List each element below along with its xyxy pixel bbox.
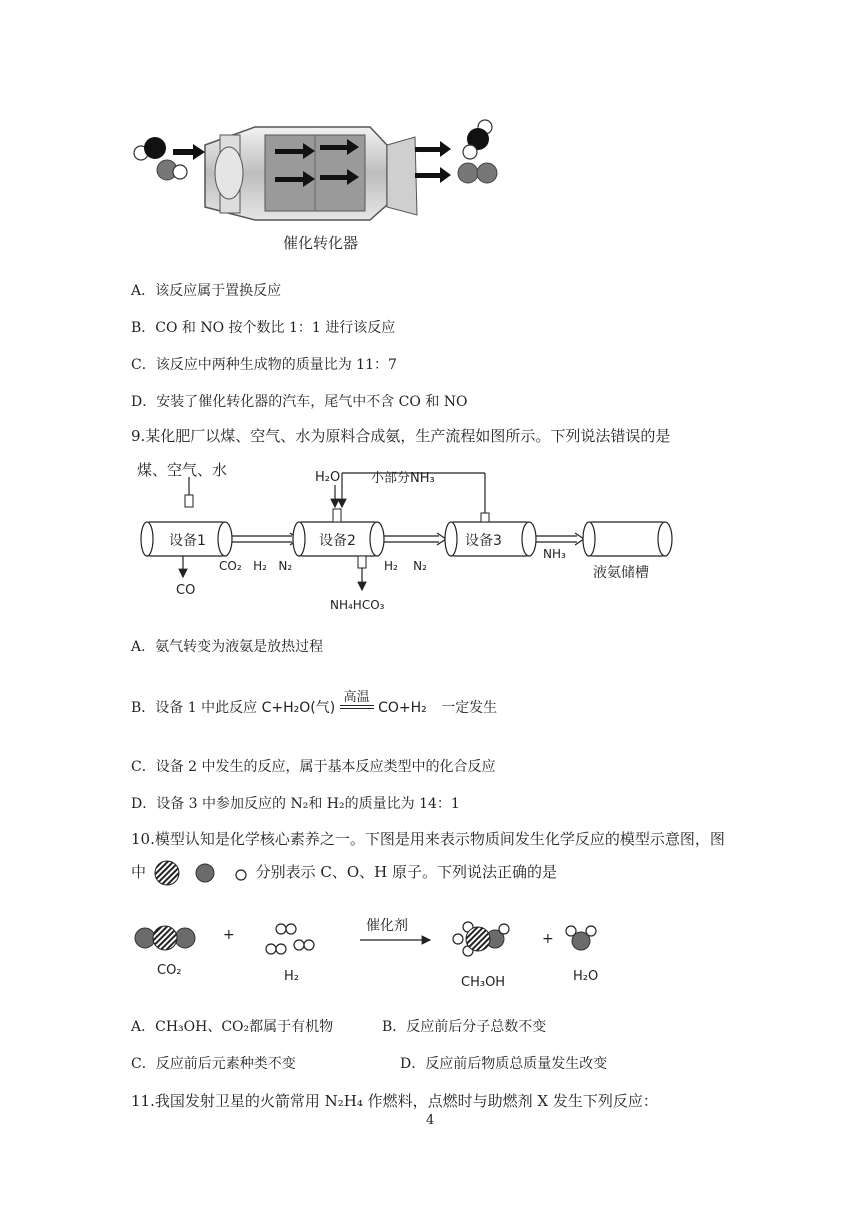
- q9-option-a: A．氨气转变为液氨是放热过程: [131, 639, 324, 655]
- device-3-label: 设备3: [465, 533, 502, 549]
- q9-option-b-suffix: 一定发生: [441, 700, 498, 716]
- q10-option-c: C．反应前后元素种类不变: [131, 1056, 296, 1072]
- q8-option-d: D．安装了催化转化器的汽车，尾气中不含 CO 和 NO: [131, 394, 468, 410]
- catalyst-label: 催化剂: [366, 918, 408, 934]
- flow-input-label: 煤、空气、水: [137, 461, 228, 479]
- q9-equation-condition: [340, 686, 374, 709]
- nh4hco3-output-label: NH₄HCO₃: [330, 598, 385, 612]
- reaction-model-figure: [125, 905, 625, 997]
- n2-molecule-right: [458, 163, 497, 183]
- stream-2-label: H₂ N₂: [384, 559, 427, 573]
- flow-diagram: [125, 455, 685, 620]
- flow-h2o-label: H₂O: [315, 470, 341, 485]
- q9-stem: 9.某化肥厂以煤、空气、水为原料合成氨，生产流程如图所示。下列说法错误的是: [131, 427, 671, 445]
- flow-recycle-label: 小部分NH₃: [371, 471, 435, 486]
- q8-option-a: A．该反应属于置换反应: [131, 283, 282, 299]
- q10-stem-suffix: 分别表示 C、O、H 原子。下列说法正确的是: [255, 863, 557, 881]
- q8-option-b: B．CO 和 NO 按个数比 1：1 进行该反应: [131, 320, 396, 336]
- co2-model: [135, 926, 195, 950]
- atom-legend: [151, 860, 251, 886]
- h2-label: H₂: [284, 969, 299, 984]
- co2-label: CO₂: [157, 963, 182, 978]
- q10-option-a: A．CH₃OH、CO₂都属于有机物: [131, 1019, 334, 1035]
- ch3oh-model: [453, 922, 509, 956]
- plus-sign-2: +: [542, 931, 554, 947]
- stream-1-label: CO₂ H₂ N₂: [219, 559, 293, 573]
- q10-option-b: B．反应前后分子总数不变: [382, 1019, 547, 1035]
- device-2-label: 设备2: [319, 533, 356, 549]
- q9-option-b-prefix: B．设备 1 中此反应: [131, 700, 258, 716]
- q11-stem: 11.我国发射卫星的火箭常用 N₂H₄ 作燃料，点燃时与助燃剂 X 发生下列反应：: [131, 1092, 658, 1110]
- q9-equation-right: CO+H₂: [378, 700, 427, 716]
- q9-option-b: [131, 686, 497, 722]
- q9-option-c: C．设备 2 中发生的反应，属于基本反应类型中的化合反应: [131, 759, 496, 775]
- co2-molecule-right: [463, 120, 492, 159]
- q10-stem-line2: [131, 860, 557, 886]
- page-number: 4: [426, 1113, 435, 1128]
- q10-option-d: D．反应前后物质总质量发生改变: [400, 1056, 608, 1072]
- q10-stem-prefix: 中: [131, 863, 147, 881]
- q9-condition-text: 高温: [343, 690, 370, 705]
- q10-stem-line1: 10.模型认知是化学核心素养之一。下图是用来表示物质间发生化学反应的模型示意图，图: [131, 830, 725, 848]
- no-molecule-left: [157, 160, 187, 180]
- h2-models: [266, 924, 314, 954]
- device-1-label: 设备1: [169, 533, 206, 549]
- equals-double-line: [340, 705, 374, 709]
- converter-body: [205, 127, 417, 220]
- h2o-label: H₂O: [573, 969, 599, 984]
- co-molecule-left: [134, 137, 166, 160]
- ch3oh-label: CH₃OH: [461, 975, 506, 990]
- nh3-output-label: NH₃: [543, 547, 566, 561]
- q9-equation-left: C+H₂O(气): [261, 700, 336, 716]
- co-output-label: CO: [176, 583, 196, 598]
- q9-option-d: D．设备 3 中参加反应的 N₂和 H₂的质量比为 14：1: [131, 796, 460, 812]
- figure-caption: 催化转化器: [283, 234, 359, 252]
- tank-label: 液氨储槽: [593, 565, 649, 581]
- plus-sign-1: +: [223, 927, 235, 943]
- h2o-model: [566, 926, 596, 950]
- q8-option-c: C．该反应中两种生成物的质量比为 11：7: [131, 357, 397, 373]
